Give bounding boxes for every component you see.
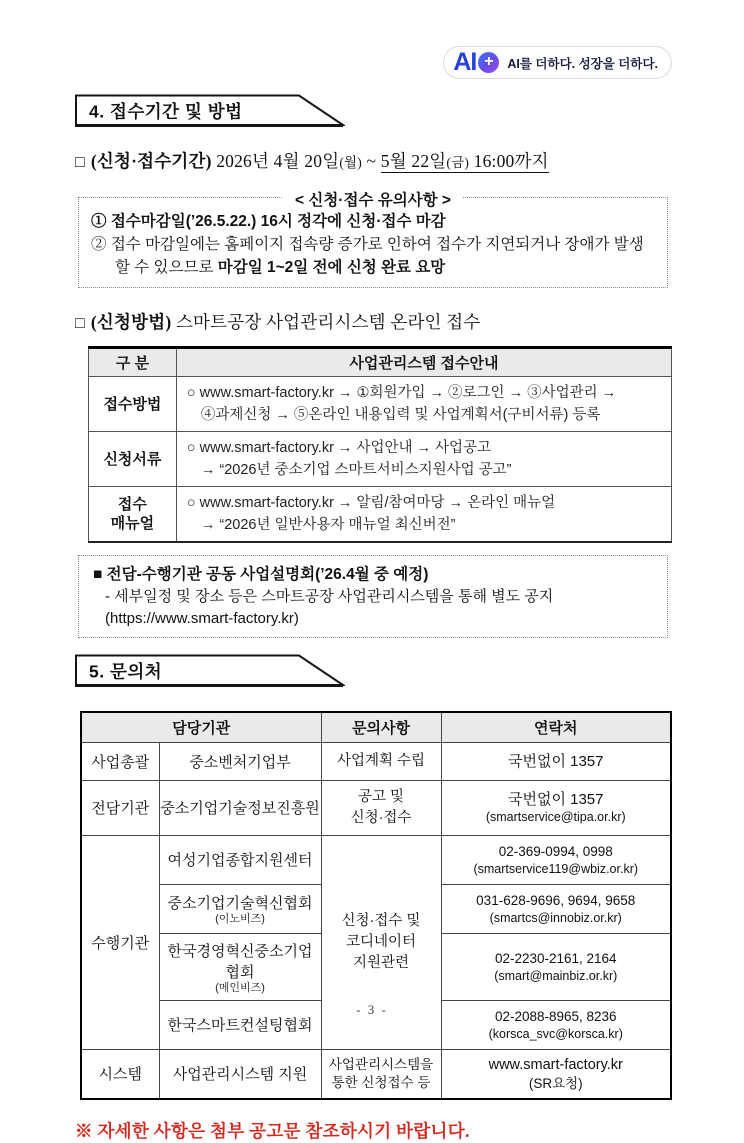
row-label-manual: 접수 매뉴얼 [89, 487, 177, 543]
briefing-detail: - 세부일정 및 장소 등은 스마트공장 사업관리시스템을 통해 별도 공지 [105, 588, 554, 605]
logo-tagline: AI를 더하다. 성장을 더하다. [507, 56, 658, 71]
col-header-guide: 사업관리스템 접수안내 [176, 348, 671, 377]
col-header-org: 담당기관 [81, 712, 321, 742]
contact-row-agency: 수행기관 여성기업종합지원센터 신청·접수 및 코디네이터 지원관련 02-369-0994, 0998 (smartservice119@wbiz.or.kr) [81, 835, 671, 884]
agency-cell: 여성기업종합지원센터 [159, 835, 321, 884]
row-content-docs: ○ www.smart-factory.kr → 사업안내 → 사업공고 → “2026년 중소기업 스마트서비스지원사업 공고” [176, 432, 671, 487]
method-line [75, 309, 672, 334]
contact-row-dedicated: 전담기관 중소기업기술정보진흥원 공고 및 신청·접수 국번없이 1357 (smartservice@tipa.or.kr) [81, 780, 671, 835]
table-row [89, 487, 672, 543]
inquiry-cell: 공고 및 신청·접수 [321, 780, 441, 835]
col-header-contact: 연락처 [441, 712, 671, 742]
square-bullet-icon: □ [75, 154, 85, 171]
section4-banner [75, 94, 345, 127]
row-content-manual: ○ www.smart-factory.kr → 알림/참여마당 → 온라인 매뉴얼 → “2026년 일반사용자 매뉴얼 최신버전” [176, 487, 671, 543]
briefing-title: ■ 전담-수행기관 공동 사업설명회(’26.4월 중 예정) [93, 566, 429, 583]
agency-cell: 한국경영혁신중소기업협회 (메인비즈) [159, 933, 321, 1000]
ai-plus-logo [443, 46, 672, 79]
row-label-method: 접수방법 [89, 377, 177, 432]
row-label-docs: 신청서류 [89, 432, 177, 487]
contact-row-overall: 사업총괄 중소벤처기업부 사업계획 수립 국번없이 1357 [81, 742, 671, 780]
period-label: (신청·접수기간) [90, 151, 212, 171]
row-content-method: ○ www.smart-factory.kr → ①회원가입 → ②로그인 → ③사업관리 → ④과제신청 → ⑤온라인 내용입력 및 사업계획서(구비서류) 등록 [176, 377, 671, 432]
contact-cell: 02-2230-2161, 2164 (smart@mainbiz.or.kr) [441, 933, 671, 1000]
logo-ai-text: AI [453, 48, 477, 76]
contact-cell: 031-628-9696, 9694, 9658 (smartcs@innobiz.or.kr) [441, 884, 671, 933]
period-date1: 2026년 4월 20일 [216, 151, 340, 171]
section5-title: 5. 문의처 [89, 661, 163, 681]
contact-cell: 02-369-0994, 0998 (smartservice119@wbiz.or.kr) [441, 835, 671, 884]
section5-banner [75, 654, 345, 687]
col-header-category: 구 분 [89, 348, 177, 377]
page-number: - 3 - [356, 1002, 388, 1017]
notice-box [78, 192, 668, 288]
method-label: (신청방법) [90, 312, 172, 332]
table-header-row [89, 348, 672, 377]
period-deadline: 5월 22일(금) 16:00까지 [380, 151, 549, 171]
notice-title: < 신청·접수 유의사항 > [283, 188, 463, 210]
contact-cell: www.smart-factory.kr (SR요청) [441, 1049, 671, 1099]
method-text: 스마트공장 사업관리시스템 온라인 접수 [175, 312, 481, 332]
header [75, 0, 672, 79]
period-day1: (월) [339, 155, 362, 170]
inquiry-cell: 신청·접수 및 코디네이터 지원관련 [321, 835, 441, 1049]
col-header-inquiry: 문의사항 [321, 712, 441, 742]
inquiry-cell: 사업관리시스템을 통한 신청접수 등 [321, 1049, 441, 1099]
agency-cell: 한국스마트컨설팅협회 [159, 1000, 321, 1049]
contact-header-row [81, 712, 671, 742]
section4-title: 4. 접수기간 및 방법 [89, 101, 243, 121]
briefing-box [78, 555, 668, 638]
agency-cell: 중소기업기술혁신협회 (이노비즈) [159, 884, 321, 933]
table-row [89, 377, 672, 432]
table-row [89, 432, 672, 487]
attachment-note: ※ 자세한 사항은 첨부 공고문 참조하시기 바랍니다. [75, 1120, 470, 1141]
notice-item-1: ① 접수마감일(’26.5.22.) 16시 정각에 신청·접수 마감 [91, 213, 446, 230]
contact-table [80, 711, 672, 1100]
period-tilde: ~ [366, 151, 377, 171]
notice-item-2: ② 접수 마감일에는 홈페이지 접속량 증가로 인하여 접수가 지연되거나 장애가 발생 할 수 있으므로 마감일 1~2일 전에 신청 완료 요망 [91, 236, 644, 276]
contact-cell: 02-2088-8965, 8236 (korsca_svc@korsca.kr) [441, 1000, 671, 1049]
plus-circle-icon: + [478, 52, 499, 73]
contact-cell: 국번없이 1357 (smartservice@tipa.or.kr) [441, 780, 671, 835]
square-bullet-icon: □ [75, 315, 85, 332]
contact-row-system: 시스템 사업관리시스템 지원 사업관리시스템을 통한 신청접수 등 www.smart-factory.kr (SR요청) [81, 1049, 671, 1099]
briefing-url: (https://www.smart-factory.kr) [105, 610, 299, 627]
application-guide-table [88, 346, 672, 543]
period-line [75, 148, 672, 173]
